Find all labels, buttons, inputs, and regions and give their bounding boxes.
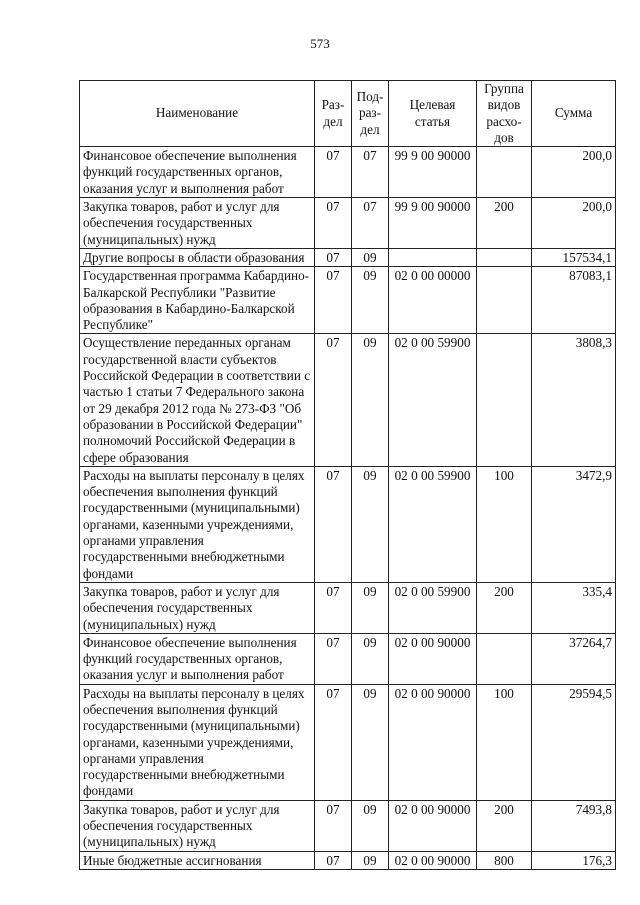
header-section-text: Раз- дел [321, 97, 345, 129]
table-header-row [80, 81, 616, 147]
row-sum: 335,4 [532, 582, 616, 633]
row-group: 800 [477, 851, 532, 869]
row-name: Осуществление переданных органам государственной власти субъектов Российской Федерации в соответствии с частью 1 статьи 7 Федерального закона от 29 декабря 2012 года № 273-ФЗ "Об образовании в Российской Федерации" полномочий Российской Федерации в сфере образования [80, 334, 315, 466]
row-target: 99 9 00 90000 [389, 198, 477, 249]
row-group: 200 [477, 582, 532, 633]
row-target: 02 0 00 90000 [389, 800, 477, 851]
row-group [477, 633, 532, 684]
row-section: 07 [315, 248, 352, 266]
row-target: 02 0 00 90000 [389, 851, 477, 869]
table-row [80, 633, 616, 684]
row-group [477, 334, 532, 466]
table-row [80, 800, 616, 851]
row-section: 07 [315, 147, 352, 198]
row-name: Закупка товаров, работ и услуг для обеспечения государственных (муниципальных) нужд [80, 582, 315, 633]
row-section: 07 [315, 466, 352, 582]
row-subsection: 09 [352, 851, 389, 869]
row-sum: 157534,1 [532, 248, 616, 266]
row-subsection: 07 [352, 198, 389, 249]
row-group [477, 267, 532, 334]
row-sum: 200,0 [532, 198, 616, 249]
table-row [80, 248, 616, 266]
header-name: Наименование [80, 81, 315, 147]
row-sum: 176,3 [532, 851, 616, 869]
row-subsection: 09 [352, 334, 389, 466]
budget-table [79, 80, 616, 870]
row-subsection: 09 [352, 582, 389, 633]
page-number: 573 [310, 36, 330, 51]
row-section: 07 [315, 633, 352, 684]
header-target-text: Целевая статья [409, 97, 456, 129]
row-name: Расходы на выплаты персоналу в целях обеспечения выполнения функций государственными (муниципальными) органами, казенными учреждениями, органами управления государственными внебюджетными фондами [80, 684, 315, 800]
table-row [80, 684, 616, 800]
row-name: Закупка товаров, работ и услуг для обеспечения государственных (муниципальных) нужд [80, 198, 315, 249]
row-name: Другие вопросы в области образования [80, 248, 315, 266]
row-target: 02 0 00 00000 [389, 267, 477, 334]
row-target: 02 0 00 59900 [389, 466, 477, 582]
row-section: 07 [315, 198, 352, 249]
row-group: 200 [477, 198, 532, 249]
row-group: 200 [477, 800, 532, 851]
header-subsection-text: Под- раз- дел [356, 89, 384, 137]
row-sum: 3808,3 [532, 334, 616, 466]
row-subsection: 09 [352, 800, 389, 851]
row-target: 02 0 00 90000 [389, 684, 477, 800]
row-section: 07 [315, 267, 352, 334]
row-target: 02 0 00 90000 [389, 633, 477, 684]
row-name: Государственная программа Кабардино-Балкарской Республики "Развитие образования в Кабардино-Балкарской Республике" [80, 267, 315, 334]
row-sum: 87083,1 [532, 267, 616, 334]
row-target [389, 248, 477, 266]
row-subsection: 09 [352, 248, 389, 266]
table-row [80, 334, 616, 466]
row-name: Иные бюджетные ассигнования [80, 851, 315, 869]
row-subsection: 09 [352, 633, 389, 684]
header-group [477, 81, 532, 147]
header-target [389, 81, 477, 147]
row-group: 100 [477, 684, 532, 800]
row-sum: 29594,5 [532, 684, 616, 800]
row-name: Финансовое обеспечение выполнения функций государственных органов, оказания услуг и выполнения работ [80, 147, 315, 198]
header-sum: Сумма [532, 81, 616, 147]
row-subsection: 09 [352, 267, 389, 334]
row-section: 07 [315, 334, 352, 466]
row-sum: 37264,7 [532, 633, 616, 684]
row-subsection: 07 [352, 147, 389, 198]
table-row [80, 851, 616, 869]
row-name: Расходы на выплаты персоналу в целях обеспечения выполнения функций государственными (муниципальными) органами, казенными учреждениями, органами управления государственными внебюджетными фондами [80, 466, 315, 582]
header-section [315, 81, 352, 147]
table-row [80, 198, 616, 249]
table-row [80, 147, 616, 198]
row-section: 07 [315, 800, 352, 851]
row-section: 07 [315, 684, 352, 800]
row-section: 07 [315, 851, 352, 869]
table-row [80, 582, 616, 633]
row-sum: 7493,8 [532, 800, 616, 851]
row-name: Финансовое обеспечение выполнения функций государственных органов, оказания услуг и выполнения работ [80, 633, 315, 684]
row-sum: 3472,9 [532, 466, 616, 582]
header-group-text: Группа видов расхо- дов [484, 81, 524, 145]
row-group [477, 248, 532, 266]
row-subsection: 09 [352, 684, 389, 800]
row-group [477, 147, 532, 198]
row-name: Закупка товаров, работ и услуг для обеспечения государственных (муниципальных) нужд [80, 800, 315, 851]
row-target: 99 9 00 90000 [389, 147, 477, 198]
header-subsection [352, 81, 389, 147]
table-row [80, 466, 616, 582]
row-subsection: 09 [352, 466, 389, 582]
row-sum: 200,0 [532, 147, 616, 198]
row-target: 02 0 00 59900 [389, 582, 477, 633]
table-row [80, 267, 616, 334]
row-section: 07 [315, 582, 352, 633]
row-target: 02 0 00 59900 [389, 334, 477, 466]
row-group: 100 [477, 466, 532, 582]
